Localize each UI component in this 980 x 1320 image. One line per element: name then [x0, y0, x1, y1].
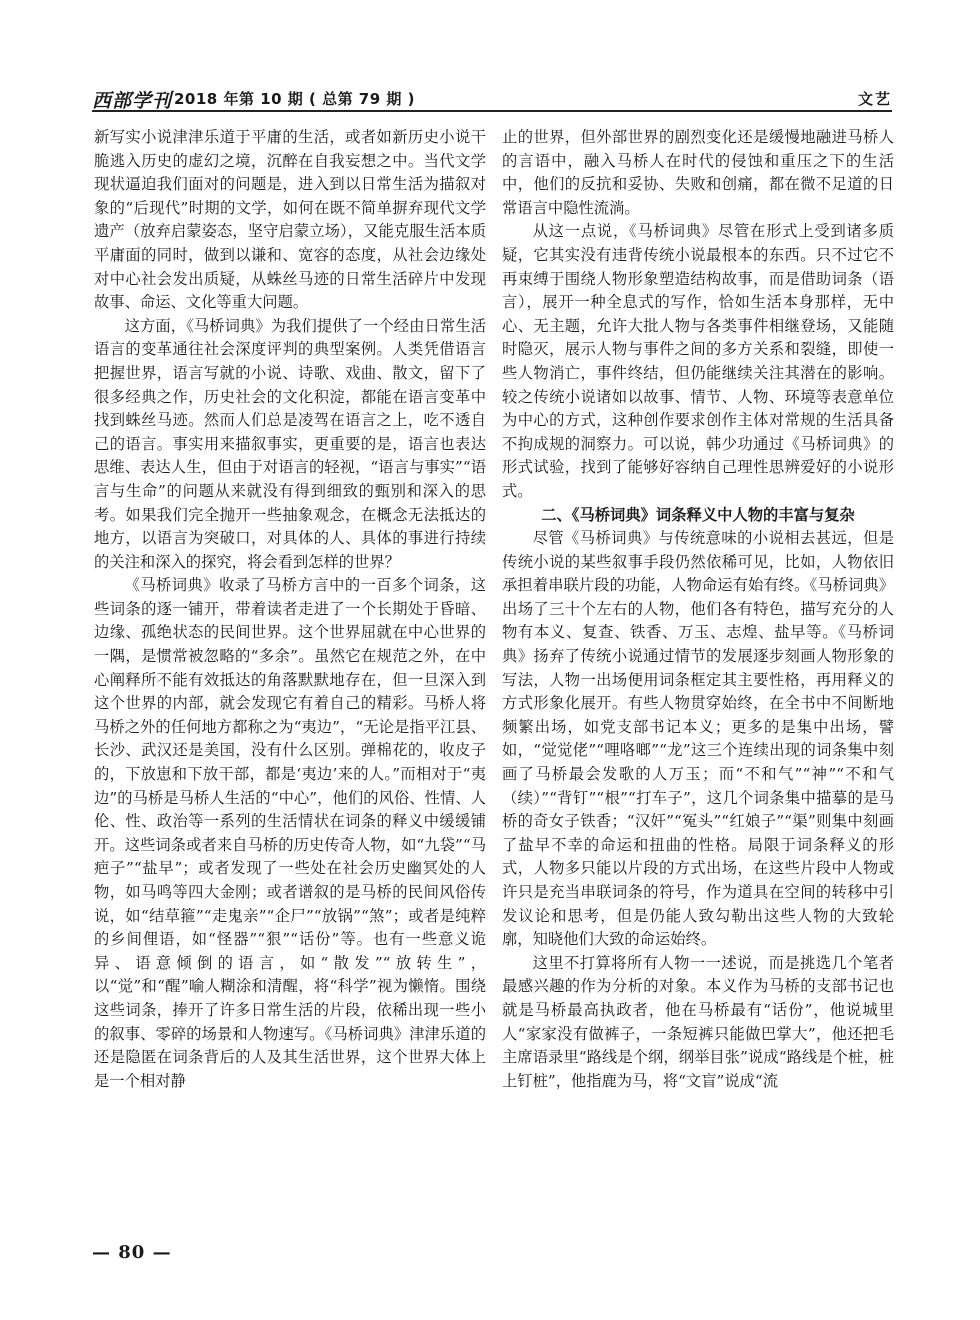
section-heading: 二、《马桥词典》词条释义中人物的丰富与复杂: [541, 505, 855, 524]
issue-info: 2018 年第 10 期 ( 总第 79 期 ): [174, 90, 415, 108]
paragraph: 从这一点说，《马桥词典》尽管在形式上受到诸多质疑，它其实没有违背传统小说最根本的东西。只不过它不再束缚于围绕人物形象塑造结构故事，而是借助词条（语言），展开一种全息式的写作，恰如生活本身那样，无中心、无主题，允许大批人物与各类事件相继登场，又能随时隐灭，展示人物与事件之间的多方关系和裂缝，即使一些人物消亡，事件终结，但仍能继续关注其潜在的影响。较之传统小说诸如以故事、情节、人物、环境等表意单位为中心的方式，这种创作要求创作主体对常规的生活具备不拘成规的洞察力。可以说，韩少功通过《马桥词典》的形式试验，找到了能够好容纳自己理性思辨爱好的小说形式。: [502, 222, 894, 500]
paragraph: 《马桥词典》收录了马桥方言中的一百多个词条，这些词条的逐一铺开，带着读者走进了一个长期处于昏暗、边缘、孤绝状态的民间世界。这个世界屈就在中心世界的一隅，是惯常被忽略的“多余”。虽然它在规范之外，在中心阐释所不能有效抵达的角落默默地存在，但一旦深入到这个世界的内部，就会发现它有着自己的精彩。马桥人将马桥之外的任何地方都称之为“夷边”，“无论是指平江县、长沙、武汉还是美国，没有什么区别。弹棉花的，收皮子的，下放崽和下放干部，都是‘夷边’来的人。”而相对于“夷边”的马桥是马桥人生活的“中心”，他们的风俗、性情、人伦、性、政治等一系列的生活情状在词条的释义中缓缓铺开。这些词条或者来自马桥的历史传奇人物，如“九袋”“马疤子”“盐早”；或者发现了一些处在社会历史幽冥处的人物，如马鸣等四大金刚；或者谱叙的是马桥的民间风俗传说，如“结草箍”“走鬼亲”“企尸”“放锅”“煞”；或者是纯粹的乡间俚语，如“怪器”“狠”“话份”等。也有一些意义诡异、语意倾倒的语言，如“散发”“放转生”，以“觉”和“醒”喻人糊涂和清醒，将“科学”视为懒惰。围绕这些词条，捧开了许多日常生活的片段，依稀出现一些小的叙事、零碎的场景和人物速写。《马桥词典》津津乐道的还是隐匿在词条背后的人及其生活世界，这个世界大体上是一个相对静: [94, 576, 486, 1090]
paragraph: 这里不打算将所有人物一一述说，而是挑选几个笔者最感兴趣的作为分析的对象。本义作为马桥的支部书记也就是马桥最高执政者，他在马桥最有“话份”，他说城里人“家家没有做裤子，一条短裤只能做巴掌大”，他还把毛主席语录里“路线是个纲，纲举目张”说成“路线是个桩，桩上钉桩”，他指鹿为马，将“文盲”说成“流: [502, 953, 894, 1090]
section-label: 文艺: [857, 90, 892, 108]
paragraph: 新写实小说津津乐道于平庸的生活，或者如新历史小说干脆逃入历史的虚幻之境，沉醉在自我妄想之中。当代文学现状逼迫我们面对的问题是，进入到以日常生活为描叙对象的“后现代”时期的文学，如何在既不简单摒弃现代文学遗产（放弃启蒙姿态，坚守启蒙立场），又能克服生活本质平庸面的同时，做到以谦和、宽容的态度，从社会边缘处对中心社会发出质疑，从蛛丝马迹的日常生活碎片中发现故事、命运、文化等重大问题。: [94, 128, 486, 312]
paragraph: 止的世界，但外部世界的剧烈变化还是缓慢地融进马桥人的言语中，融入马桥人在时代的侵蚀和重压之下的生活中，他们的反抗和妥协、失败和创痛，都在微不足道的日常语言中隐性流淌。: [502, 128, 894, 217]
page-header: [92, 84, 892, 112]
paragraph: 尽管《马桥词典》与传统意味的小说相去甚远，但是传统小说的某些叙事手段仍然依稀可见，比如，人物依旧承担着串联片段的功能，人物命运有始有终。《马桥词典》出场了三十个左右的人物，他们各有特色，描写充分的人物有本义、复查、铁香、万玉、志煌、盐早等。《马桥词典》扬弃了传统小说通过情节的发展逐步刻画人物形象的写法，人物一出场便用词条框定其主要性格，再用释义的方式形象化展开。有些人物贯穿始终，在全书中不间断地频繁出场，如党支部书记本义；更多的是集中出场，譬如，“觉觉佬”“哩咯啷”“龙”这三个连续出现的词条集中刻画了马桥最会发歌的人万玉；而“不和气”“神”“不和气（续）”“背钉”“根”“打车子”，这几个词条集中描摹的是马桥的奇女子铁香；“汉奸”“冤头”“红娘子”“渠”则集中刻画了盐早不幸的命运和扭曲的性格。局限于词条释义的形式，人物多只能以片段的方式出场，在这些片段中人物或许只是充当串联词条的符号，作为道具在空间的转移中引发议论和思考，但是仍能人致勾勒出这些人物的大致轮廓，知晓他们大致的命运始终。: [502, 529, 894, 949]
page-number: — 80 —: [92, 1242, 172, 1263]
paragraph: 这方面，《马桥词典》为我们提供了一个经由日常生活语言的变革通往社会深度评判的典型案例。人类凭借语言把握世界，语言写就的小说、诗歌、戏曲、散文，留下了很多经典之作，历史社会的文化积淀，都能在语言变革中找到蛛丝马迹。然而人们总是凌驾在语言之上，吃不透自己的语言。事实用来描叙事实，更重要的是，语言也表达思维、表达人生，但由于对语言的轻视，“语言与事实”“语言与生命”的问题从来就没有得到细致的甄别和深入的思考。如果我们完全抛开一些抽象观念，在概念无法抵达的地方，以语言为突破口，对具体的人、具体的事进行持续的关注和深入的探究，将会看到怎样的世界？: [94, 316, 486, 571]
journal-name: 西部学刊: [92, 90, 173, 112]
right-column: [502, 126, 894, 1246]
left-column: [94, 126, 486, 1226]
